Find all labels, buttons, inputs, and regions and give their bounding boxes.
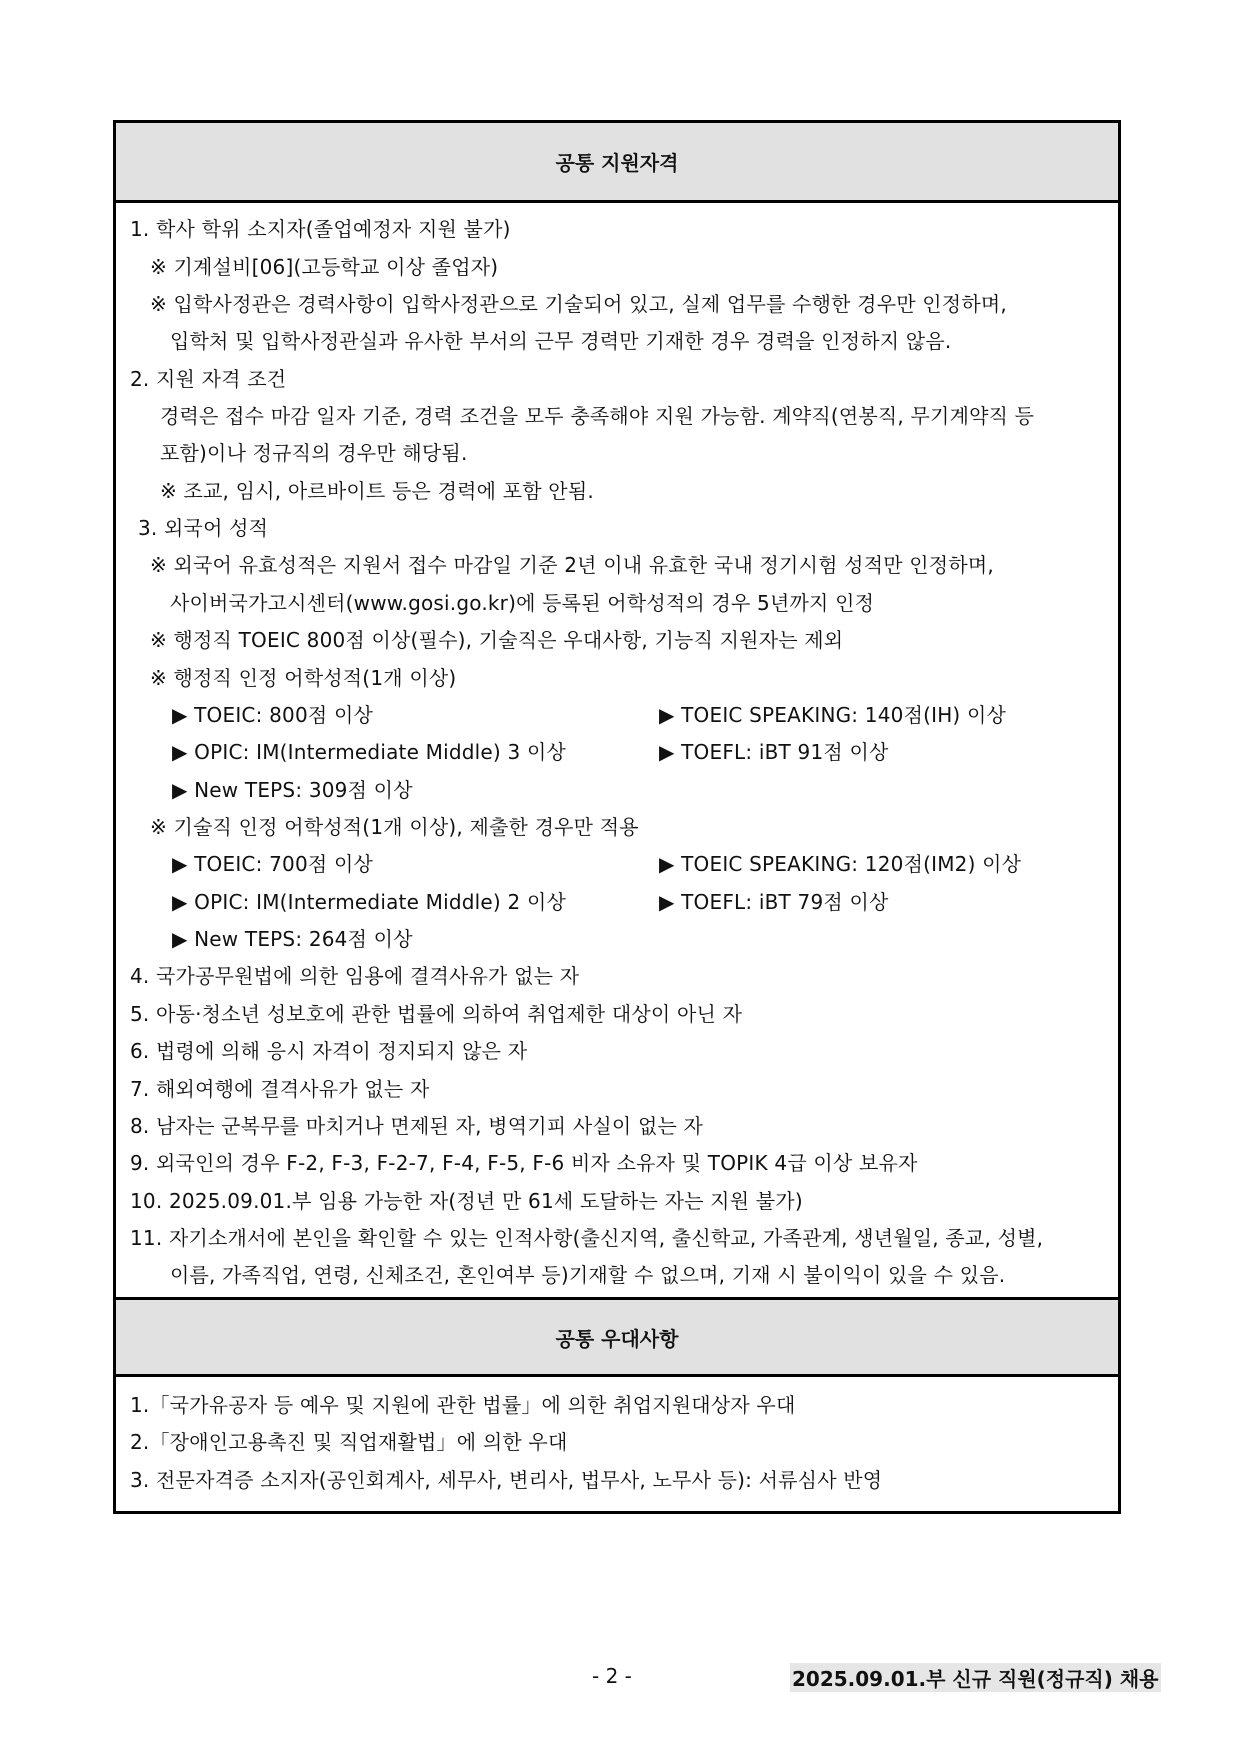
score-item: ▶ New TEPS: 309점 이상 xyxy=(172,778,413,802)
qual-note: ※ 행정직 TOEIC 800점 이상(필수), 기술직은 우대사항, 기능직 지원자는 제외 xyxy=(150,628,844,652)
score-item: ▶ TOEIC: 800점 이상 xyxy=(172,703,373,727)
preference-header: 공통 우대사항 xyxy=(116,1297,1118,1377)
qual-item-11: 11. 자기소개서에 본인을 확인할 수 있는 인적사항(출신지역, 출신학교, 가족관계, 생년월일, 종교, 성별, xyxy=(130,1226,1044,1250)
score-item: ▶ TOEIC: 700점 이상 xyxy=(172,852,373,876)
qual-item-1: 1. 학사 학위 소지자(졸업예정자 지원 불가) xyxy=(130,217,511,241)
score-item: ▶ TOEIC SPEAKING: 120점(IM2) 이상 xyxy=(659,852,1022,876)
qual-item-9: 9. 외국인의 경우 F-2, F-3, F-2-7, F-4, F-5, F-6 비자 소유자 및 TOPIK 4급 이상 보유자 xyxy=(130,1151,918,1175)
pref-item-2: 2.「장애인고용촉진 및 직업재활법」에 의한 우대 xyxy=(130,1430,568,1454)
pref-item-3: 3. 전문자격증 소지자(공인회계사, 세무사, 변리사, 법무사, 노무사 등): 서류심사 반영 xyxy=(130,1468,883,1492)
qualifications-header: 공통 지원자격 xyxy=(116,123,1118,203)
qual-note: ※ 입학사정관은 경력사항이 입학사정관으로 기술되어 있고, 실제 업무를 수행한 경우만 인정하며, xyxy=(150,292,1007,316)
score-item: ▶ TOEIC SPEAKING: 140점(IH) 이상 xyxy=(659,703,1007,727)
qual-note: ※ 외국어 유효성적은 지원서 접수 마감일 기준 2년 이내 유효한 국내 정기시험 성적만 인정하며, xyxy=(150,553,994,577)
score-item: ▶ OPIC: IM(Intermediate Middle) 3 이상 xyxy=(172,740,566,764)
qual-item-8: 8. 남자는 군복무를 마치거나 면제된 자, 병역기피 사실이 없는 자 xyxy=(130,1114,704,1138)
qual-item-7: 7. 해외여행에 결격사유가 없는 자 xyxy=(130,1077,430,1101)
page-number: - 2 - xyxy=(592,1664,632,1688)
qual-item-10: 10. 2025.09.01.부 임용 가능한 자(정년 만 61세 도달하는 자는 지원 불가) xyxy=(130,1189,803,1213)
score-item: ▶ OPIC: IM(Intermediate Middle) 2 이상 xyxy=(172,890,566,914)
qual-note: ※ 행정직 인정 어학성적(1개 이상) xyxy=(150,666,457,690)
qualifications-box xyxy=(113,120,1121,1514)
qual-item-11-cont: 이름, 가족직업, 연령, 신체조건, 혼인여부 등)기재할 수 없으며, 기재 시 불이익이 있을 수 있음. xyxy=(170,1263,1006,1287)
qual-text-cont: 포함)이나 정규직의 경우만 해당됨. xyxy=(160,441,468,465)
qual-note-cont: 입학처 및 입학사정관실과 유사한 부서의 근무 경력만 기재한 경우 경력을 인정하지 않음. xyxy=(170,329,952,353)
footer-title: 2025.09.01.부 신규 직원(정규직) 채용 xyxy=(790,1663,1161,1692)
qual-note: ※ 기술직 인정 어학성적(1개 이상), 제출한 경우만 적용 xyxy=(150,815,639,839)
qual-item-4: 4. 국가공무원법에 의한 임용에 결격사유가 없는 자 xyxy=(130,964,580,988)
qual-note: ※ 기계설비[06](고등학교 이상 졸업자) xyxy=(150,255,499,279)
qual-item-6: 6. 법령에 의해 응시 자격이 정지되지 않은 자 xyxy=(130,1039,528,1063)
qual-note-cont: 사이버국가고시센터(www.gosi.go.kr)에 등록된 어학성적의 경우 5년까지 인정 xyxy=(170,591,875,615)
qual-note: ※ 조교, 임시, 아르바이트 등은 경력에 포함 안됨. xyxy=(160,479,594,503)
score-item: ▶ TOEFL: iBT 79점 이상 xyxy=(659,890,889,914)
qual-item-2: 2. 지원 자격 조건 xyxy=(130,367,287,391)
qual-item-5: 5. 아동·청소년 성보호에 관한 법률에 의하여 취업제한 대상이 아닌 자 xyxy=(130,1002,743,1026)
pref-item-1: 1.「국가유공자 등 예우 및 지원에 관한 법률」에 의한 취업지원대상자 우대 xyxy=(130,1393,796,1417)
score-item: ▶ TOEFL: iBT 91점 이상 xyxy=(659,740,889,764)
qual-text: 경력은 접수 마감 일자 기준, 경력 조건을 모두 충족해야 지원 가능함. 계약직(연봉직, 무기계약직 등 xyxy=(160,404,1035,428)
qual-item-3: 3. 외국어 성적 xyxy=(138,516,269,540)
score-item: ▶ New TEPS: 264점 이상 xyxy=(172,927,413,951)
